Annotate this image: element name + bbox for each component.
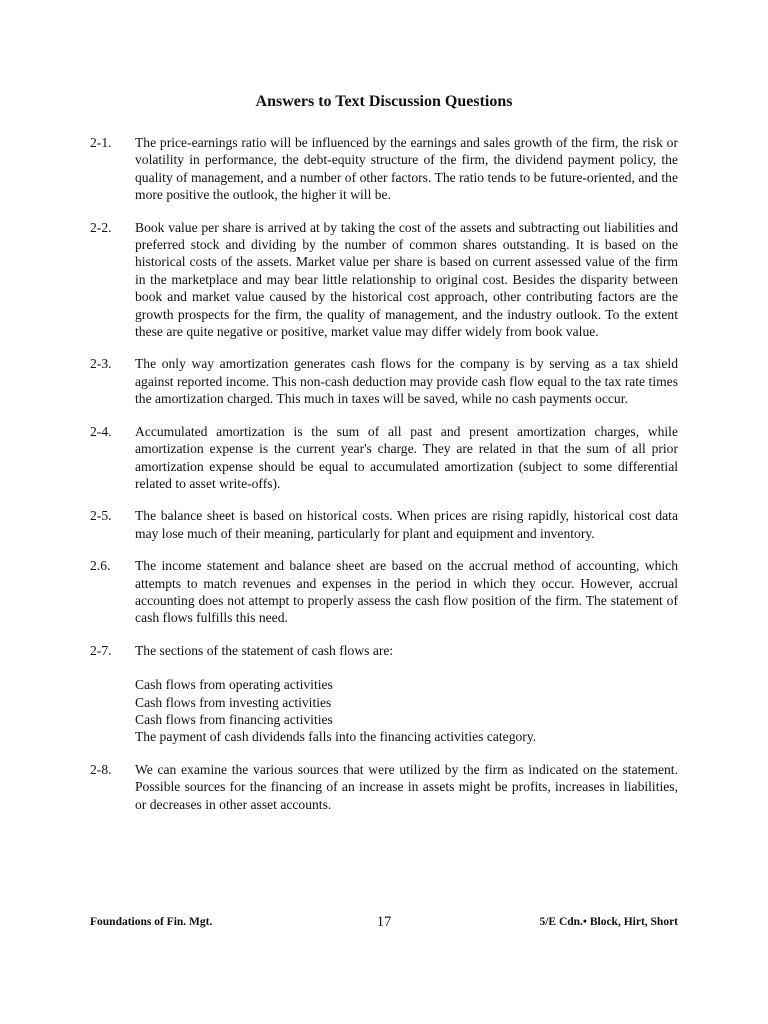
page-footer (90, 914, 678, 934)
answer-text: The only way amortization generates cash flows for the company is by serving as a tax shield against reported income. This non-cash deduction may provide cash flow equal to the tax rate times the amortization charged. This much in taxes will be saved, while no cash payments occur. (135, 356, 678, 407)
page-number: 17 (376, 914, 392, 930)
answer-list (0, 134, 768, 828)
answer-number: 2-2. (90, 219, 112, 235)
list-item: Cash flows from investing activities (135, 694, 332, 710)
answer-number: 2-4. (90, 423, 112, 439)
answer-text: The income statement and balance sheet are based on the accrual method of accounting, which attempts to match revenues and expenses in the period in which they occur. However, accrual accounting does not attempt to properly assess the cash flow position of the firm. The statement of cash flows fulfills this need. (135, 558, 678, 626)
list-item: Cash flows from operating activities (135, 677, 333, 693)
footer-edition-authors: 5/E Cdn.• Block, Hirt, Short (539, 916, 678, 928)
answer-2-3 (0, 355, 768, 407)
answer-number: 2-3. (90, 356, 112, 372)
answer-text: Accumulated amortization is the sum of all past and present amortization charges, while amortization expense is the current year's charge. They are related in that the sum of all prior amortization expense should be equal to accumulated amortization (subject to some differential related to asset write-offs). (135, 423, 678, 491)
answer-number: 2-8. (90, 761, 112, 777)
answer-2-2 (0, 219, 768, 341)
answer-text: We can examine the various sources that were utilized by the firm as indicated on the statement. Possible sources for the financing of an increase in assets might be profits, increases in liabilities, or decreases in other asset accounts. (135, 761, 678, 812)
cash-flow-sections-list (135, 676, 678, 728)
answer-2-7 (0, 642, 768, 746)
answer-text: The price-earnings ratio will be influenced by the earnings and sales growth of the firm, the risk or volatility in performance, the debt-equity structure of the firm, the dividend payment policy, the quality of management, and a number of other factors. The ratio tends to be future-oriented, and the more positive the outlook, the higher it will be. (135, 135, 678, 203)
answer-number: 2-1. (90, 135, 112, 150)
answer-2-1 (0, 134, 768, 204)
answer-2-8 (0, 761, 768, 813)
answer-2-5 (0, 507, 768, 542)
answer-number: 2-5. (90, 508, 112, 524)
answer-2-6 (0, 557, 768, 627)
answer-text: Book value per share is arrived at by taking the cost of the assets and subtracting out liabilities and preferred stock and dividing by the number of common shares outstanding. It is based on the historical costs of the assets. Market value per share is based on current assessed value of the firm in the marketplace and may bear little relationship to original cost. Besides the disparity between book and market value caused by the historical cost approach, other contributing factors are the growth prospects for the firm, the quality of management, and the industry outlook. To the extent these are quite negative or positive, market value may differ widely from book value. (135, 219, 678, 340)
answer-number: 2.6. (90, 558, 111, 574)
page-title: Answers to Text Discussion Questions (255, 93, 513, 110)
answer-number: 2-7. (90, 642, 112, 658)
list-item: Cash flows from financing activities (135, 711, 333, 727)
answer-2-4 (0, 423, 768, 493)
answer-intro: The sections of the statement of cash flows are: (135, 642, 394, 658)
answer-text: The balance sheet is based on historical costs. When prices are rising rapidly, historical cost data may lose much of their meaning, particularly for plant and equipment and inventory. (135, 508, 678, 541)
answer-outro: The payment of cash dividends falls into the financing activities category. (135, 729, 537, 745)
footer-book-title: Foundations of Fin. Mgt. (90, 916, 213, 928)
